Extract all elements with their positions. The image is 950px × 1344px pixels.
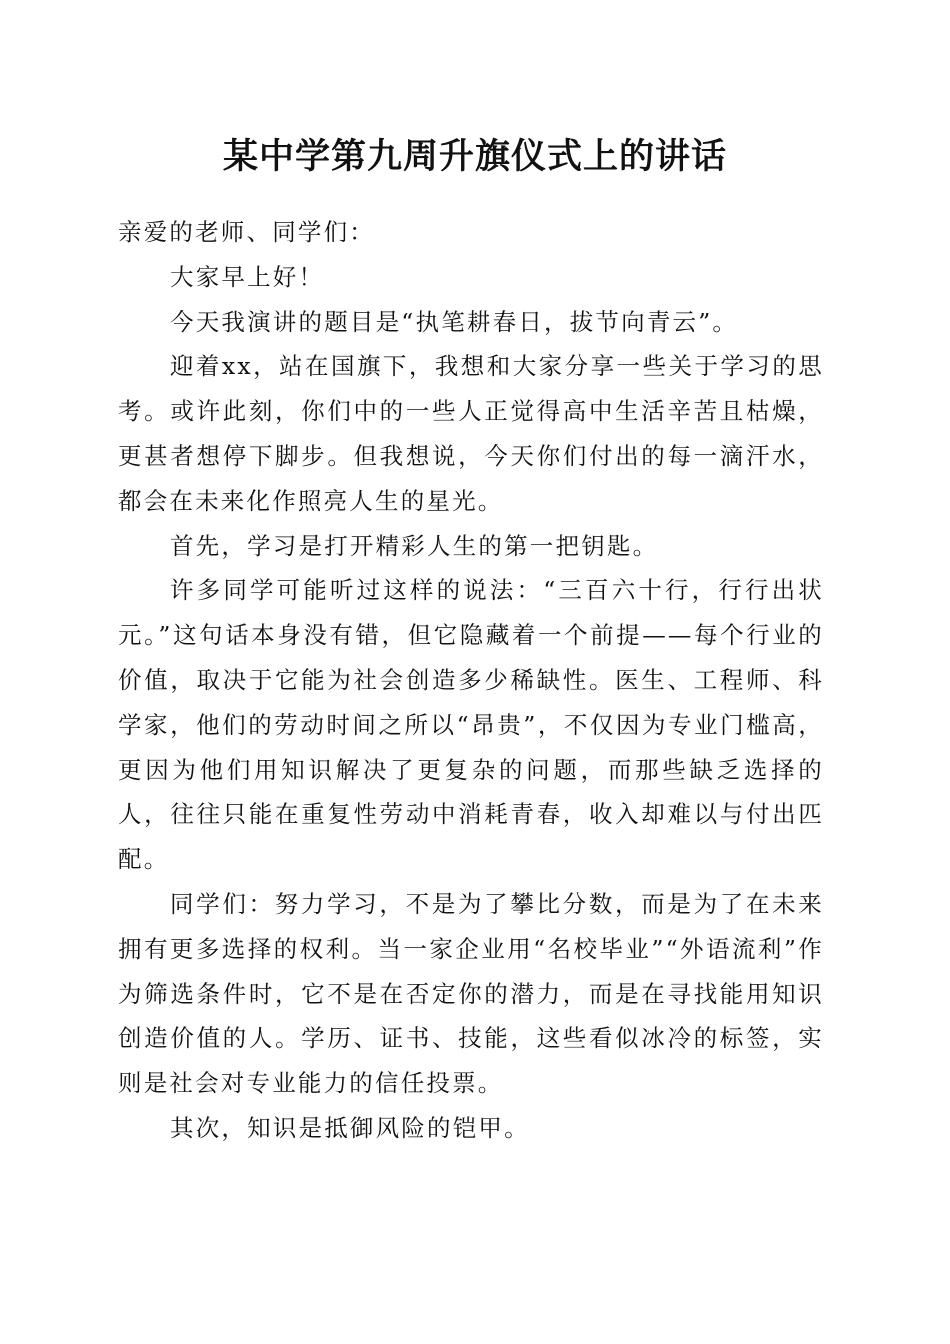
paragraph-topic: 今天我演讲的题目是“执笔耕春日，拔节向青云”。 <box>170 307 739 336</box>
paragraph-greeting: 大家早上好！ <box>170 262 325 291</box>
salutation: 亲爱的老师、同学们： <box>118 218 375 246</box>
paragraph-choices: 同学们：努力学习，不是为了攀比分数，而是为了在未来拥有更多选择的权利。当一家企业用“名校毕业”“外语流利”作为筛选条件时，它不是在否定你的潜力，而是在寻找能用知识创造价值的人。学历、证书、技能，这些看似冰冷的标签，实则是社会对专业能力的信任投票。 <box>118 889 824 1098</box>
document-body <box>118 210 824 1151</box>
document-title: 某中学第九周升旗仪式上的讲话 <box>222 136 727 177</box>
paragraph-point-one: 首先，学习是打开精彩人生的第一把钥匙。 <box>170 531 659 560</box>
paragraph-intro: 迎着xx，站在国旗下，我想和大家分享一些关于学习的思考。或许此刻，你们中的一些人正觉得高中生活辛苦且枯燥，更甚者想停下脚步。但我想说，今天你们付出的每一滴汗水，都会在未来化作照亮人生的星光。 <box>118 352 824 515</box>
paragraph-point-two: 其次，知识是抵御风险的铠甲。 <box>170 1113 530 1142</box>
paragraph-professions: 许多同学可能听过这样的说法：“三百六十行，行行出状元。”这句话本身没有错，但它隐藏着一个前提——每个行业的价值，取决于它能为社会创造多少稀缺性。医生、工程师、科学家，他们的劳动时间之所以“昂贵”，不仅因为专业门槛高，更因为他们用知识解决了更复杂的问题，而那些缺乏选择的人，往往只能在重复性劳动中消耗青春，收入却难以与付出匹配。 <box>118 576 824 874</box>
